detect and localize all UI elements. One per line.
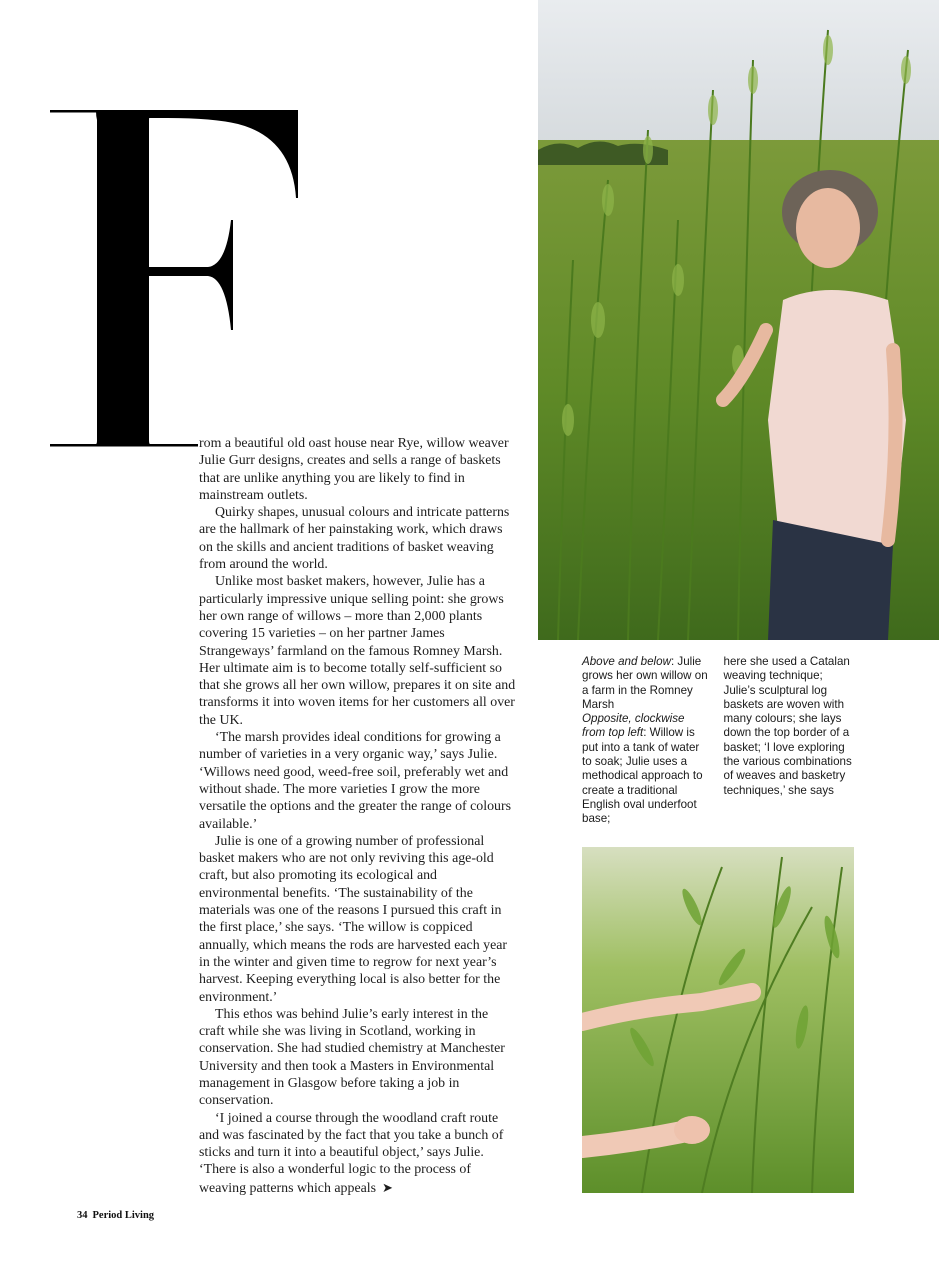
- drop-cap-letter-f: [48, 108, 300, 450]
- caption-label-above-below: Above and below: [582, 655, 671, 668]
- page-footer: [77, 1210, 154, 1221]
- caption-text: : Willow is put into a tank of water to soak; Julie uses a methodical approach to create a traditional English oval underfoot base;: [582, 726, 703, 826]
- caption-text: : Julie grows her own willow on a farm in the Romney Marsh: [582, 655, 708, 711]
- photo-caption: [582, 655, 857, 827]
- caption-column-2: [724, 655, 857, 827]
- paragraph: Quirky shapes, unusual colours and intricate patterns are the hallmark of her painstaking work, which draws on the skills and ancient traditions of basket weaving from around the world.: [199, 505, 510, 573]
- paragraph: Unlike most basket makers, however, Julie has a particularly impressive unique selling point: she grows her own range of willows – more than 2,000 plants covering 15 varieties – on her partner James Strangeways’ farmland on the famous Romney Marsh. Her ultimate aim is to become totally self-sufficient so that she grows all her own willow, prepares it on site and transforms it into woven items for her customers all over the UK.: [199, 574, 516, 728]
- paragraph: rom a beautiful old oast house near Rye, willow weaver Julie Gurr designs, creates and sells a range of baskets that are unlike anything you are likely to find in mainstream outlets.: [199, 436, 509, 503]
- caption-text: here she used a Catalan weaving technique; Julie’s sculptural log baskets are woven with many colours; she lays down the top border of a basket; ‘I love exploring the various combinations of weaves and basketry techniques,’ she says: [723, 655, 852, 797]
- photo-julie-in-willows: [538, 0, 939, 640]
- paragraph-last: [199, 1110, 517, 1197]
- continue-arrow-icon: ➤: [382, 1179, 393, 1195]
- paragraph: This ethos was behind Julie’s early interest in the craft while she was living in Scotland, working in conservation. She had studied chemistry at Manchester University and then took a Masters in Environmental management in Glasgow before taking a job in conservation.: [199, 1006, 505, 1109]
- paragraph-text: ‘I joined a course through the woodland craft route and was fascinated by the fact that you take a bunch of sticks and turn it into a beautiful object,’ says Julie. ‘There is also a wonderful logic to the process of weaving patterns which appeals: [199, 1110, 504, 1196]
- page-number: 34: [77, 1210, 88, 1221]
- magazine-name: Period Living: [92, 1210, 155, 1221]
- paragraph: Julie is one of a growing number of professional basket makers who are not only reviving this age-old craft, but also promoting its ecological and environmental benefits. ‘The sustainability of the materials was one of the reasons I pursued this craft in the first place,’ she says. ‘The willow is coppiced annually, which means the rods are harvested each year in the winter and given time to regrow for next year’s harvest. Keeping everything local is also better for the environment.’: [199, 833, 508, 1005]
- paragraph: ‘The marsh provides ideal conditions for growing a number of varieties in a very organic way,’ says Julie. ‘Willows need good, weed-free soil, preferably wet and without shade. The more varieties I grow the more versatile the options and the greater the range of colours available.’: [199, 730, 512, 832]
- drop-cap: [48, 108, 300, 450]
- article-body: [199, 435, 517, 1197]
- caption-label-opposite: Opposite, clockwise from top left: [582, 712, 685, 740]
- photo-hands-on-willow: [582, 847, 854, 1193]
- caption-column-1: [582, 655, 710, 827]
